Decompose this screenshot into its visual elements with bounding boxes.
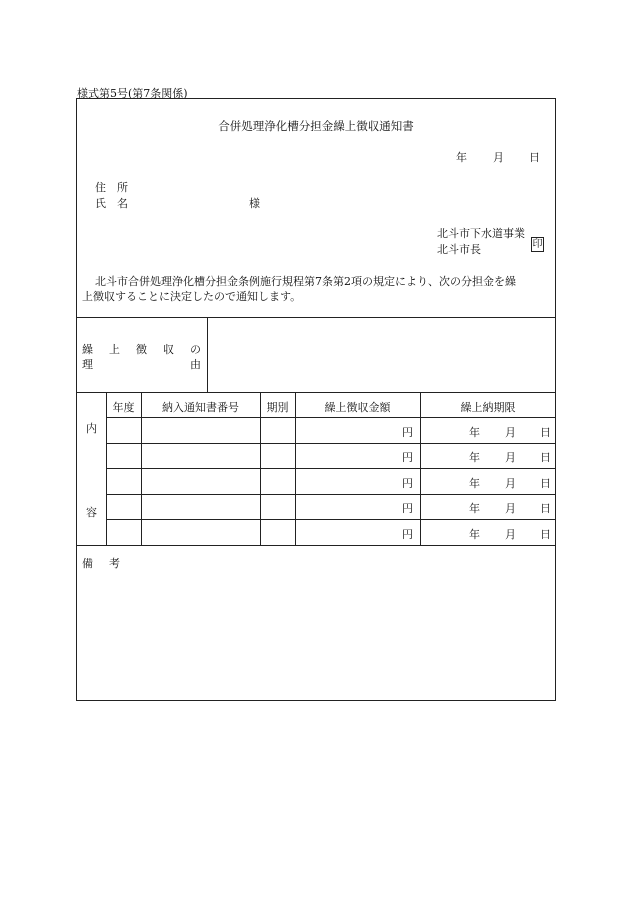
due-date-month: 月 — [505, 426, 516, 439]
remarks-label-char-1: 備 — [82, 557, 93, 570]
due-date-month: 月 — [505, 502, 516, 515]
reason-label-char-2: 上 — [109, 343, 120, 356]
due-date-month: 月 — [505, 477, 516, 490]
reason-label-char-1: 繰 — [82, 343, 93, 356]
name-label-char-2: 名 — [117, 197, 128, 210]
issuer-title: 北斗市長 — [437, 243, 481, 256]
form-number-label: 様式第5号(第7条関係) — [77, 87, 188, 100]
body-text-line-2: 上徴収することに決定したので通知します。 — [82, 290, 302, 303]
due-date-month: 月 — [505, 451, 516, 464]
reason-label-char-4: 収 — [163, 343, 174, 356]
reason-label-char-3: 徴 — [136, 343, 147, 356]
reason-top-border — [76, 317, 556, 318]
contents-row-border — [106, 443, 556, 444]
header-payment-notice-number: 納入通知書番号 — [162, 401, 239, 414]
due-date-year: 年 — [469, 451, 480, 464]
due-date-day: 日 — [540, 451, 551, 464]
header-fiscal-year: 年度 — [112, 401, 135, 414]
header-installment-period: 期別 — [266, 401, 289, 414]
due-date-year: 年 — [469, 426, 480, 439]
body-text-line-1: 北斗市合併処理浄化槽分担金条例施行規程第7条第2項の規定により、次の分担金を繰 — [95, 275, 516, 288]
contents-side-label-char-2: 容 — [86, 506, 97, 519]
due-date-year: 年 — [469, 502, 480, 515]
amount-yen-unit: 円 — [402, 426, 413, 439]
due-date-year: 年 — [469, 477, 480, 490]
contents-bottom-border — [76, 545, 556, 546]
date-year-label: 年 — [456, 151, 467, 164]
amount-yen-unit: 円 — [402, 502, 413, 515]
remarks-label-char-2: 考 — [109, 557, 120, 570]
date-month-label: 月 — [493, 151, 504, 164]
reason-divider — [207, 317, 208, 392]
contents-row-border — [106, 494, 556, 495]
contents-side-label-char-1: 内 — [86, 422, 97, 435]
name-label-char-1: 氏 — [95, 197, 106, 210]
seal-mark: 印 — [532, 239, 543, 250]
date-day-label: 日 — [529, 151, 540, 164]
amount-yen-unit: 円 — [402, 477, 413, 490]
issuer-organization: 北斗市下水道事業 — [437, 227, 525, 240]
contents-row-border — [106, 519, 556, 520]
due-date-day: 日 — [540, 426, 551, 439]
due-date-day: 日 — [540, 477, 551, 490]
amount-yen-unit: 円 — [402, 451, 413, 464]
header-advance-due-date: 繰上納期限 — [460, 401, 516, 414]
due-date-day: 日 — [540, 528, 551, 541]
address-label-char-1: 住 — [95, 181, 106, 194]
amount-yen-unit: 円 — [402, 528, 413, 541]
due-date-year: 年 — [469, 528, 480, 541]
reason-label-char-5: の — [190, 343, 201, 356]
header-advance-amount: 繰上徴収金額 — [324, 401, 391, 414]
contents-row-border — [106, 468, 556, 469]
address-label-char-2: 所 — [117, 181, 128, 194]
contents-header-border — [106, 417, 556, 418]
due-date-month: 月 — [505, 528, 516, 541]
reason-label-char-7: 由 — [190, 358, 201, 371]
document-title: 合併処理浄化槽分担金繰上徴収通知書 — [218, 119, 414, 133]
reason-label-char-6: 理 — [82, 358, 93, 371]
honorific-sama: 様 — [249, 197, 260, 210]
contents-top-border — [76, 392, 556, 393]
due-date-day: 日 — [540, 502, 551, 515]
